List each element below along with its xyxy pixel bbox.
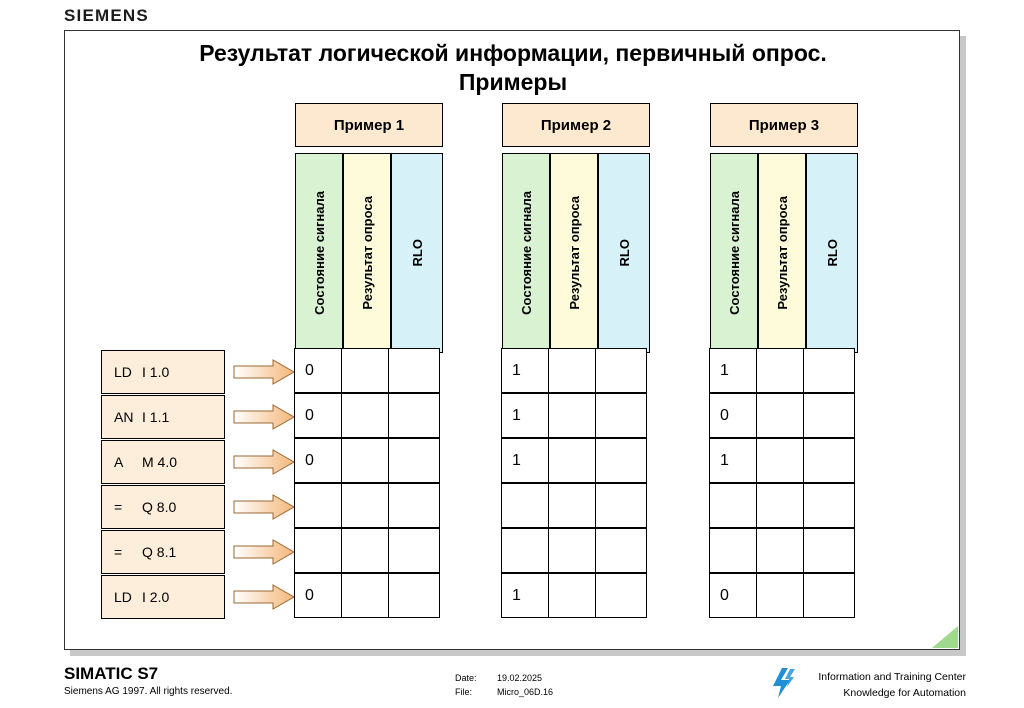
cell-result (756, 393, 804, 438)
cell-signal (501, 528, 549, 573)
column-signal-1 (295, 153, 343, 353)
footer-product: SIMATIC S7 (64, 664, 159, 683)
instruction-op: = (114, 498, 123, 515)
footer-file-row (455, 686, 553, 700)
footer-file-label: File: (455, 686, 473, 697)
instruction-list (101, 349, 295, 619)
instruction-operand: I 1.1 (142, 408, 170, 425)
cell-rlo (803, 483, 855, 528)
instruction-op: LD (114, 588, 132, 605)
column-result-2 (550, 153, 598, 353)
cell-signal: 0 (709, 393, 757, 438)
corner-marker (932, 626, 958, 648)
cell-signal: 0 (294, 393, 342, 438)
column-rlo-3 (806, 153, 858, 353)
instruction-row (101, 574, 295, 619)
arrow-icon (233, 494, 295, 520)
cell-rlo (595, 528, 647, 573)
instruction-row (101, 439, 295, 484)
cell-rlo (388, 528, 440, 573)
table-row (295, 439, 440, 484)
cell-result (341, 393, 389, 438)
table-row (295, 394, 440, 439)
cell-signal: 1 (501, 393, 549, 438)
table-row (710, 574, 855, 619)
cell-result (756, 348, 804, 393)
instruction-op: A (114, 453, 124, 470)
page-title (95, 39, 931, 97)
footer-right (818, 670, 966, 702)
footer-date-row (455, 672, 553, 686)
cell-signal: 1 (501, 438, 549, 483)
cell-signal (709, 483, 757, 528)
cell-signal: 0 (294, 573, 342, 618)
instruction-operand: Q 8.0 (142, 498, 177, 515)
cell-result (548, 483, 596, 528)
column-result-label: Результат опроса (774, 196, 790, 310)
title-line-2: Примеры (458, 68, 568, 95)
column-signal-label: Состояние сигнала (726, 191, 742, 315)
title-line-1: Результат логической информации, первичный опрос. (199, 40, 827, 66)
cell-result (548, 393, 596, 438)
table-row (710, 484, 855, 529)
cell-signal: 1 (709, 438, 757, 483)
value-grid-2 (502, 349, 647, 619)
footer-left (64, 664, 232, 697)
cell-rlo (388, 483, 440, 528)
instruction-box (101, 485, 225, 529)
footer-center-line-1: Information and Training Center (818, 671, 966, 683)
table-row (710, 394, 855, 439)
cell-rlo (595, 393, 647, 438)
column-signal-2 (502, 153, 550, 353)
cell-rlo (388, 393, 440, 438)
cell-rlo (388, 438, 440, 483)
table-row (502, 529, 647, 574)
cell-rlo (595, 483, 647, 528)
footer-file-value: Micro_06D.16 (497, 686, 554, 697)
column-rlo-label: RLO (824, 239, 840, 267)
instruction-operand: I 2.0 (142, 588, 170, 605)
cell-rlo (803, 573, 855, 618)
column-signal-label: Состояние сигнала (518, 191, 534, 315)
cell-signal: 1 (501, 573, 549, 618)
footer-date-value: 19.02.2025 (497, 673, 543, 683)
example-block-3 (710, 103, 858, 353)
column-legend-2 (502, 153, 650, 353)
example-header-3: Пример 3 (710, 103, 858, 147)
value-grid-1 (295, 349, 440, 619)
example-block-2 (502, 103, 650, 353)
instruction-operand: M 4.0 (142, 453, 178, 470)
cell-result (341, 573, 389, 618)
cell-result (756, 573, 804, 618)
cell-rlo (595, 438, 647, 483)
column-signal-3 (710, 153, 758, 353)
footer-meta (455, 672, 553, 699)
instruction-row (101, 394, 295, 439)
table-row (295, 484, 440, 529)
instruction-operand: Q 8.1 (142, 543, 177, 560)
cell-result (756, 483, 804, 528)
arrow-icon (233, 449, 295, 475)
cell-result (756, 528, 804, 573)
footer-copyright: Siemens AG 1997. All rights reserved. (64, 686, 233, 697)
column-rlo-label: RLO (616, 239, 632, 267)
table-row (295, 529, 440, 574)
instruction-op: LD (114, 363, 132, 380)
cell-result (548, 573, 596, 618)
table-row (502, 349, 647, 394)
column-rlo-1 (391, 153, 443, 353)
table-row (710, 349, 855, 394)
cell-rlo (595, 348, 647, 393)
arrow-icon (233, 359, 295, 385)
cell-result (341, 438, 389, 483)
siemens-logo: SIEMENS (64, 6, 149, 25)
cell-signal: 1 (501, 348, 549, 393)
footer-date-label: Date: (455, 673, 477, 683)
instruction-op: AN (114, 408, 134, 425)
example-header-1: Пример 1 (295, 103, 443, 147)
instruction-box (101, 575, 225, 619)
table-row (295, 349, 440, 394)
column-result-1 (343, 153, 391, 353)
arrow-icon (233, 404, 295, 430)
cell-rlo (803, 438, 855, 483)
training-center-logo-icon (768, 666, 802, 700)
instruction-row (101, 349, 295, 394)
arrow-icon (233, 539, 295, 565)
column-signal-label: Состояние сигнала (311, 191, 327, 315)
instruction-box (101, 350, 225, 394)
cell-rlo (803, 348, 855, 393)
cell-signal: 0 (709, 573, 757, 618)
column-result-label: Результат опроса (359, 196, 375, 310)
cell-rlo (803, 393, 855, 438)
cell-rlo (595, 573, 647, 618)
cell-result (341, 483, 389, 528)
cell-result (341, 528, 389, 573)
table-row (710, 439, 855, 484)
cell-result (548, 438, 596, 483)
cell-signal: 0 (294, 348, 342, 393)
slide-frame (64, 30, 960, 650)
instruction-op: = (114, 543, 123, 560)
example-block-1 (295, 103, 443, 353)
table-row (502, 439, 647, 484)
column-result-3 (758, 153, 806, 353)
cell-signal (501, 483, 549, 528)
cell-rlo (388, 348, 440, 393)
cell-result (341, 348, 389, 393)
cell-result (548, 528, 596, 573)
example-header-2: Пример 2 (502, 103, 650, 147)
table-row (710, 529, 855, 574)
column-rlo-label: RLO (409, 239, 425, 267)
value-grid-3 (710, 349, 855, 619)
cell-signal (709, 528, 757, 573)
instruction-row (101, 529, 295, 574)
instruction-row (101, 484, 295, 529)
column-legend-3 (710, 153, 858, 353)
table-row (295, 574, 440, 619)
footer-center-line-2: Knowledge for Automation (843, 686, 966, 699)
cell-rlo (803, 528, 855, 573)
table-row (502, 394, 647, 439)
instruction-box (101, 395, 225, 439)
arrow-icon (233, 584, 295, 610)
cell-rlo (388, 573, 440, 618)
table-row (502, 574, 647, 619)
column-rlo-2 (598, 153, 650, 353)
cell-result (548, 348, 596, 393)
cell-signal: 0 (294, 438, 342, 483)
cell-signal (294, 483, 342, 528)
column-legend-1 (295, 153, 443, 353)
cell-signal (294, 528, 342, 573)
instruction-box (101, 440, 225, 484)
table-row (502, 484, 647, 529)
instruction-box (101, 530, 225, 574)
cell-signal: 1 (709, 348, 757, 393)
cell-result (756, 438, 804, 483)
column-result-label: Результат опроса (566, 196, 582, 310)
instruction-operand: I 1.0 (142, 363, 170, 380)
